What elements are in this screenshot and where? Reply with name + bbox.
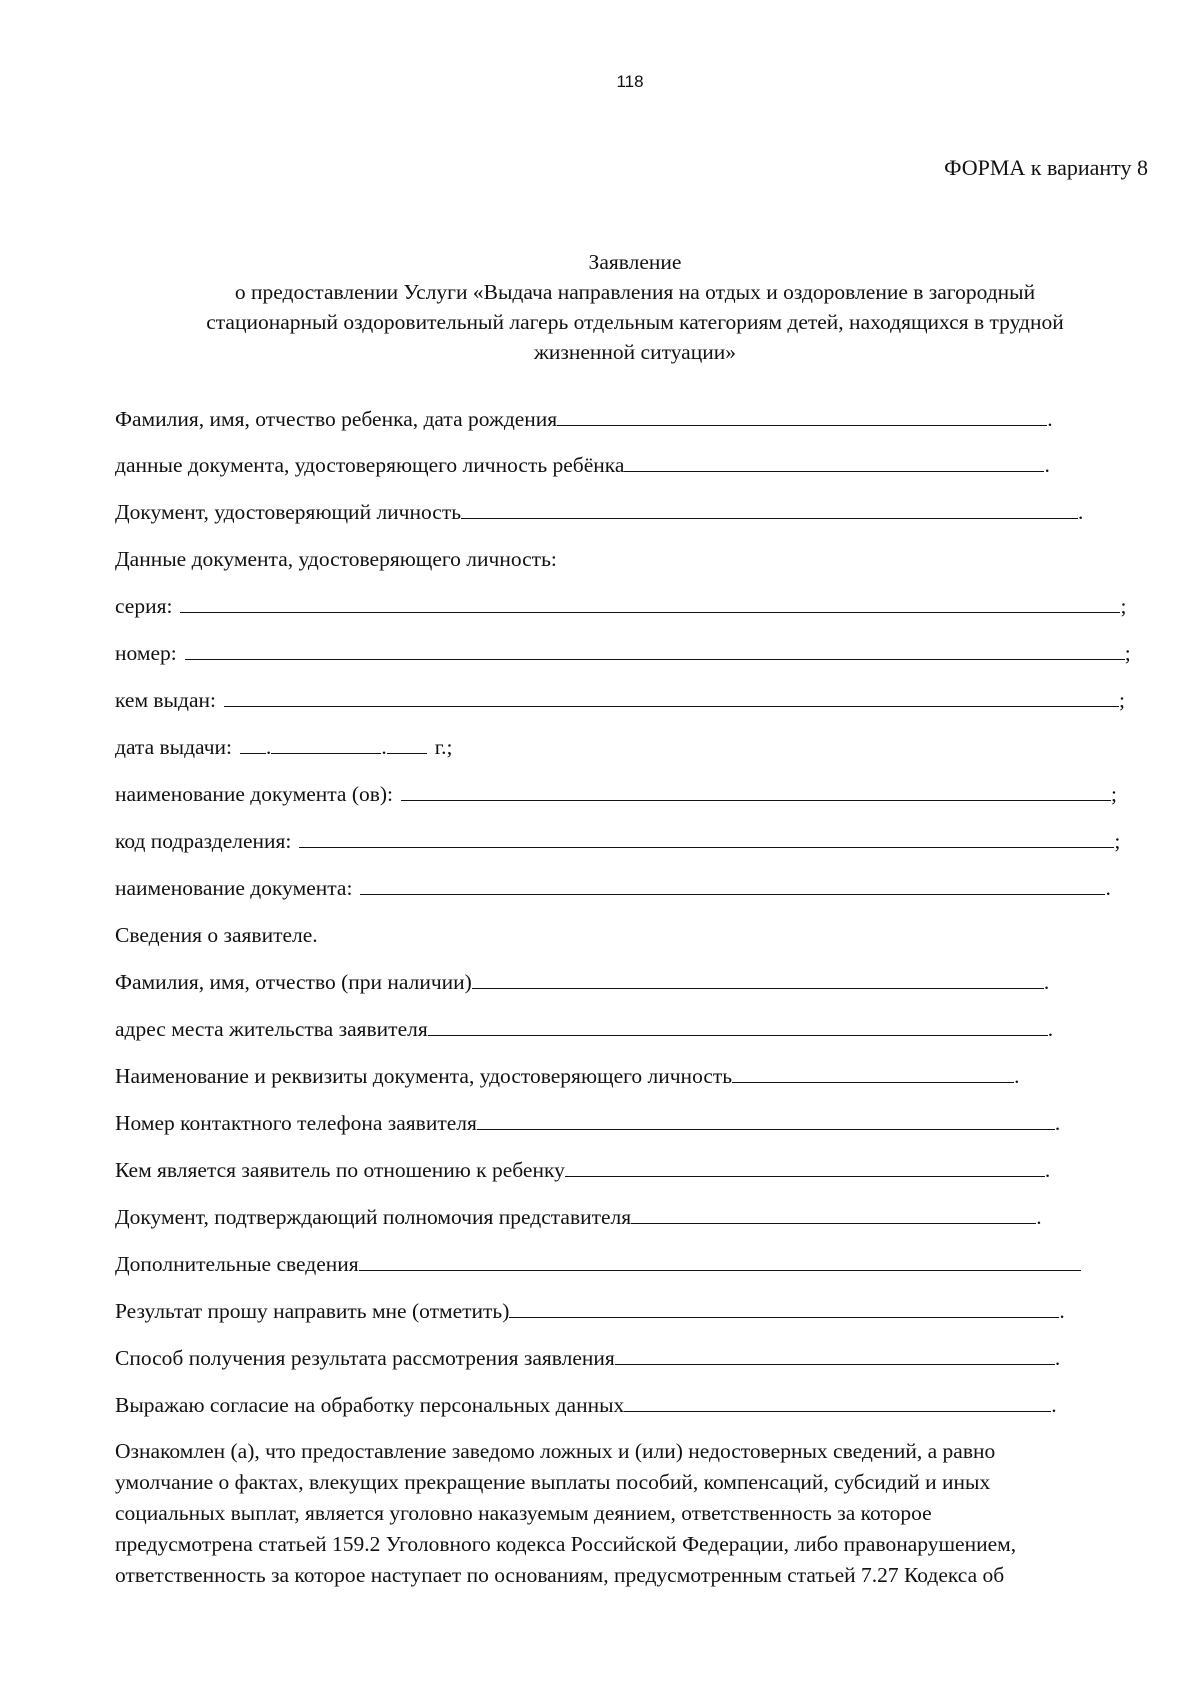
- applicant-heading: [115, 921, 318, 949]
- result-delivery-field: [115, 1297, 1065, 1325]
- heading-title: Заявление: [588, 250, 682, 274]
- field-label: дата выдачи:: [115, 735, 233, 759]
- issue-day-blank[interactable]: [240, 733, 266, 754]
- field-end: .: [1043, 970, 1050, 994]
- date-separator: .: [381, 735, 387, 759]
- series-field: [115, 592, 1126, 620]
- applicant-phone-blank[interactable]: [477, 1109, 1055, 1130]
- field-label: Дополнительные сведения: [115, 1252, 359, 1276]
- applicant-name-blank[interactable]: [472, 968, 1044, 989]
- consent-field: [115, 1391, 1057, 1419]
- field-end: ;: [1114, 829, 1121, 853]
- page-number: 118: [616, 72, 644, 91]
- authority-document-blank[interactable]: [631, 1203, 1036, 1224]
- child-name-field: [115, 405, 1053, 433]
- division-code-field: [115, 827, 1120, 855]
- series-blank[interactable]: [180, 592, 1120, 613]
- liability-notice: [115, 1436, 1155, 1591]
- field-end: .: [1014, 1064, 1020, 1088]
- field-end: .: [1054, 1346, 1061, 1370]
- field-label: Фамилия, имя, отчество (при наличии): [115, 970, 472, 994]
- applicant-address-field: [115, 1015, 1053, 1043]
- field-label: номер:: [115, 641, 177, 665]
- notice-line: ответственность за которое наступает по основаниям, предусмотренным статьей 7.27 Кодекса об: [115, 1563, 1005, 1587]
- relation-field: [115, 1156, 1050, 1184]
- notice-line: социальных выплат, является уголовно наказуемым деянием, ответственность за которое: [115, 1501, 932, 1525]
- field-label: адрес места жительства заявителя: [115, 1017, 428, 1041]
- field-label: Результат прошу направить мне (отметить): [115, 1299, 510, 1323]
- identity-data-heading: [115, 545, 557, 573]
- applicant-name-field: [115, 968, 1049, 996]
- field-label: наименование документа (ов):: [115, 782, 394, 806]
- field-label: Наименование и реквизиты документа, удостоверяющего личность: [115, 1064, 733, 1088]
- field-label: Документ, удостоверяющий личность: [115, 500, 462, 524]
- number-field: [115, 639, 1131, 667]
- applicant-document-field: [115, 1062, 1019, 1090]
- field-label: Выражаю согласие на обработку персональных данных: [115, 1393, 625, 1417]
- number-blank[interactable]: [185, 639, 1125, 660]
- issue-month-blank[interactable]: [271, 733, 381, 754]
- field-label: Документ, подтверждающий полномочия представителя: [115, 1205, 632, 1229]
- applicant-document-blank[interactable]: [732, 1062, 1014, 1083]
- field-label: Кем является заявитель по отношению к ребенку: [115, 1158, 565, 1182]
- document-heading: [110, 247, 1160, 367]
- field-end: ;: [1111, 782, 1118, 806]
- notice-line: предусмотрена статьей 159.2 Уголовного кодекса Российской Федерации, либо правонарушением,: [115, 1532, 1017, 1556]
- section-label: Данные документа, удостоверяющего личность:: [115, 547, 557, 571]
- form-variant-label: ФОРМА к варианту 8: [944, 155, 1148, 180]
- document-name-field: [115, 874, 1111, 902]
- document-name-blank[interactable]: [360, 874, 1105, 895]
- notice-line: умолчание о фактах, влекущих прекращение выплаты пособий, компенсаций, субсидий и иных: [115, 1470, 991, 1494]
- result-method-field: [115, 1344, 1060, 1372]
- child-document-field: [115, 451, 1050, 479]
- heading-line: о предоставлении Услуги «Выдача направления на отдых и оздоровление в загородный: [234, 280, 1036, 304]
- year-suffix: г.;: [434, 735, 453, 759]
- identity-document-blank[interactable]: [461, 498, 1078, 519]
- additional-info-field: [115, 1250, 1081, 1278]
- field-end: ;: [1119, 688, 1125, 712]
- issued-by-field: [115, 686, 1125, 714]
- field-label: Фамилия, имя, отчество ребенка, дата рождения: [115, 407, 558, 431]
- field-end: .: [1044, 453, 1050, 477]
- applicant-address-blank[interactable]: [428, 1015, 1048, 1036]
- child-name-blank[interactable]: [557, 405, 1047, 426]
- field-end: .: [1047, 1017, 1054, 1041]
- result-method-blank[interactable]: [615, 1344, 1055, 1365]
- authority-document-field: [115, 1203, 1042, 1231]
- child-document-blank[interactable]: [624, 451, 1044, 472]
- identity-document-field: [115, 498, 1083, 526]
- field-end: .: [1036, 1205, 1042, 1229]
- field-end: .: [1105, 876, 1111, 900]
- field-label: кем выдан:: [115, 688, 216, 712]
- heading-line: жизненной ситуации»: [534, 340, 736, 364]
- field-label: Номер контактного телефона заявителя: [115, 1111, 477, 1135]
- field-label: серия:: [115, 594, 173, 618]
- field-end: .: [1044, 1158, 1051, 1182]
- applicant-phone-field: [115, 1109, 1060, 1137]
- field-end: .: [1047, 407, 1053, 431]
- field-end: .: [1059, 1299, 1065, 1323]
- issue-date-field: [115, 733, 453, 761]
- relation-blank[interactable]: [565, 1156, 1045, 1177]
- field-end: .: [1078, 500, 1084, 524]
- date-separator: .: [266, 735, 272, 759]
- document-names-blank[interactable]: [401, 780, 1111, 801]
- result-delivery-blank[interactable]: [509, 1297, 1059, 1318]
- field-label: Способ получения результата рассмотрения заявления: [115, 1346, 615, 1370]
- consent-blank[interactable]: [624, 1391, 1051, 1412]
- document-names-field: [115, 780, 1117, 808]
- field-end: ;: [1124, 641, 1131, 665]
- notice-line: Ознакомлен (а), что предоставление заведомо ложных и (или) недостоверных сведений, а равно: [115, 1439, 996, 1463]
- section-label: Сведения о заявителе.: [115, 923, 318, 947]
- additional-info-blank[interactable]: [359, 1250, 1081, 1271]
- issued-by-blank[interactable]: [224, 686, 1119, 707]
- field-end: .: [1054, 1111, 1061, 1135]
- division-code-blank[interactable]: [299, 827, 1114, 848]
- heading-line: стационарный оздоровительный лагерь отдельным категориям детей, находящихся в трудной: [206, 310, 1064, 334]
- field-end: ;: [1120, 594, 1127, 618]
- field-label: код подразделения:: [115, 829, 292, 853]
- field-end: .: [1051, 1393, 1057, 1417]
- issue-year-blank[interactable]: [387, 733, 427, 754]
- field-label: данные документа, удостоверяющего личность ребёнка: [115, 453, 625, 477]
- field-label: наименование документа:: [115, 876, 353, 900]
